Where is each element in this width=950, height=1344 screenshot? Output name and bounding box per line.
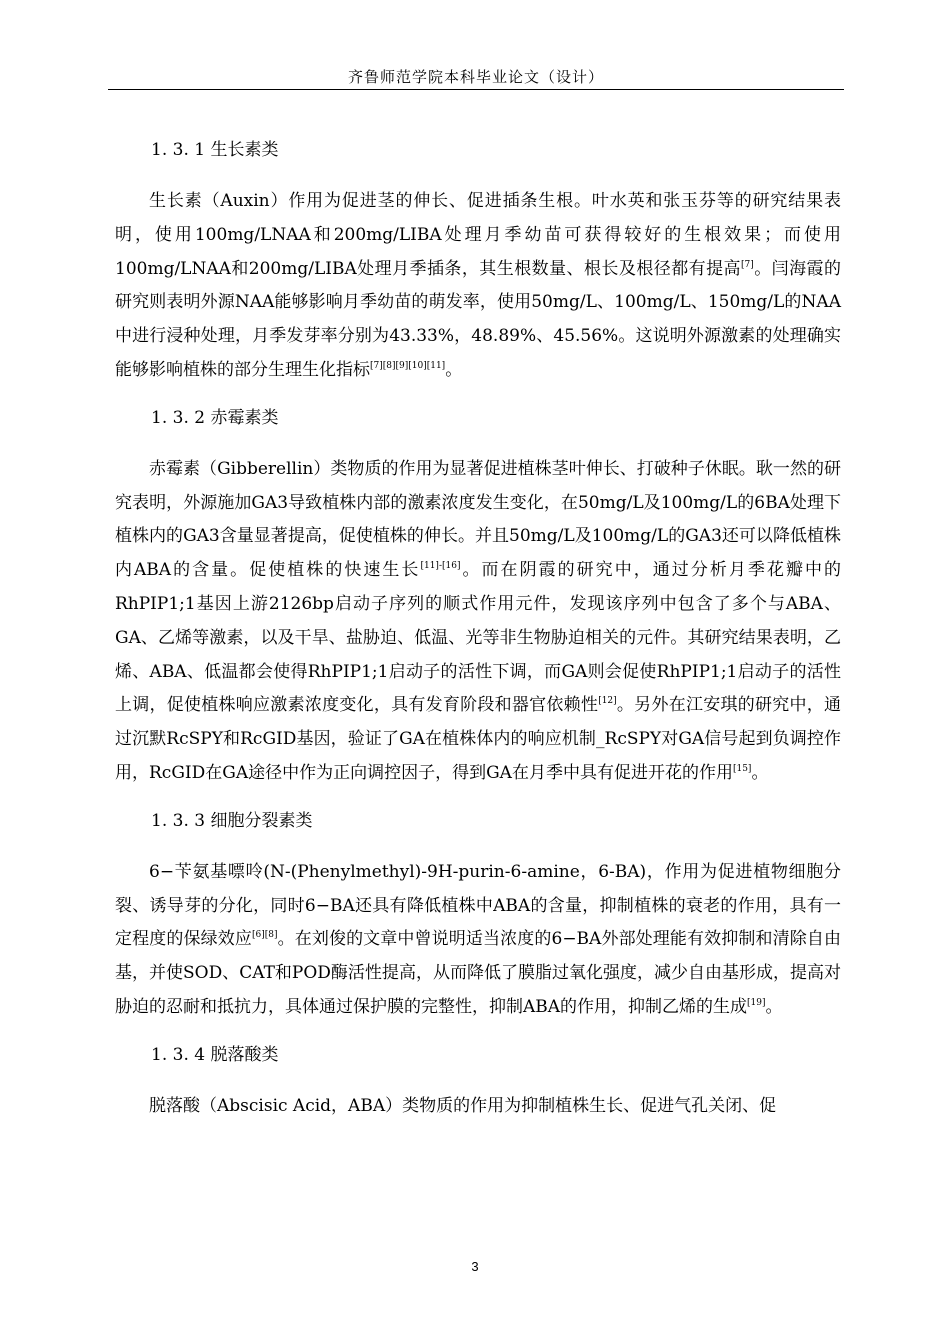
- text-run: 6−苄氨基嘌呤(N-(Phenylmethyl)-9H-purin-6-amine，6-BA)，作用为促进植物细胞分裂、诱导芽的分化，同时6−BA还具有降低植株中ABA的含量，抑制植株的衰老的作用，具有一定程度的保绿效应: [115, 861, 841, 950]
- page-number: 3: [471, 1259, 479, 1274]
- text-run: 。: [751, 762, 769, 783]
- text-run: 。闫海霞的研究则表明外源NAA能够影响月季幼苗的萌发率，使用50mg/L、100mg/L、150mg/L的NAA中进行浸种处理，月季发芽率分别为43.33%，48.89%、45.56%。这说明外源激素的处理确实能够影响植株的部分生理生化指标: [115, 258, 841, 380]
- paragraph: [115, 185, 841, 388]
- section-heading: 1. 3. 1 生长素类: [151, 140, 279, 160]
- text-run: 生长素（Auxin）作用为促进茎的伸长、促进插条生根。叶水英和张玉芬等的研究结果表明，使用100mg/LNAA和200mg/LIBA处理月季幼苗可获得较好的生根效果；而使用100mg/LNAA和200mg/LIBA处理月季插条，其生根数量、根长及根径都有提高: [115, 191, 841, 279]
- paragraph: [115, 856, 841, 1025]
- citation: [15]: [732, 763, 752, 774]
- text-run: 脱落酸（Abscisic Acid，ABA）类物质的作用为抑制植株生长、促进气孔关闭、促: [149, 1095, 777, 1116]
- citation: [7]: [741, 259, 754, 270]
- paragraph: [115, 1090, 841, 1124]
- section-heading: 1. 3. 3 细胞分裂素类: [151, 810, 313, 831]
- header-rule: [108, 89, 844, 90]
- citation: [6][8]: [251, 930, 278, 941]
- citation: [12]: [598, 696, 617, 707]
- section-heading: 1. 3. 4 脱落酸类: [151, 1044, 279, 1065]
- paragraph: [115, 453, 841, 791]
- running-header: 齐鲁师范学院本科毕业论文（设计）: [347, 68, 604, 86]
- text-run: 。: [765, 996, 783, 1017]
- text-run: 赤霉素（Gibberellin）类物质的作用为显著促进植株茎叶伸长、打破种子休眠。耿一然的研究表明，外源施加GA3导致植株内部的激素浓度发生变化，在50mg/L及100mg/L的6BA处理下植株内的GA3含量显著提高，促使植株的伸长。并且50mg/L及100mg/L的GA3还可以降低植株内ABA的含量。促使植株的快速生长: [115, 458, 841, 581]
- citation: [19]: [747, 997, 766, 1008]
- text-run: 。: [445, 359, 463, 380]
- citation: [7][8][9][10][11]: [370, 360, 446, 371]
- text-run: 。另外在江安琪的研究中，通过沉默RcSPY和RcGID基因，验证了GA在植株体内的响应机制_RcSPY对GA信号起到负调控作用，RcGID在GA途径中作为正向调控因子，得到GA在月季中具有促进开花的作用: [115, 695, 842, 783]
- text-run: 。而在阴霞的研究中，通过分析月季花瓣中的RhPIP1;1基因上游2126bp启动子序列的顺式作用元件，发现该序列中包含了多个与ABA、GA、乙烯等激素，以及干旱、盐胁迫、低温、光等非生物胁迫相关的元件。其研究结果表明，乙烯、ABA、低温都会使得RhPIP1;1启动子的活性下调，而GA则会促使RhPIP1;1启动子的活性上调，促使植株响应激素浓度变化，具有发育阶段和器官依赖性: [115, 560, 842, 716]
- body-text: [115, 134, 841, 1138]
- text-run: 。在刘俊的文章中曾说明适当浓度的6−BA外部处理能有效抑制和清除自由基，并使SOD、CAT和POD酶活性提高，从而降低了膜脂过氧化强度，减少自由基形成，提高对胁迫的忍耐和抵抗力，具体通过保护膜的完整性，抑制ABA的作用，抑制乙烯的生成: [115, 929, 841, 1017]
- citation: [11]-[16]: [420, 561, 461, 572]
- section-heading: 1. 3. 2 赤霉素类: [151, 407, 279, 428]
